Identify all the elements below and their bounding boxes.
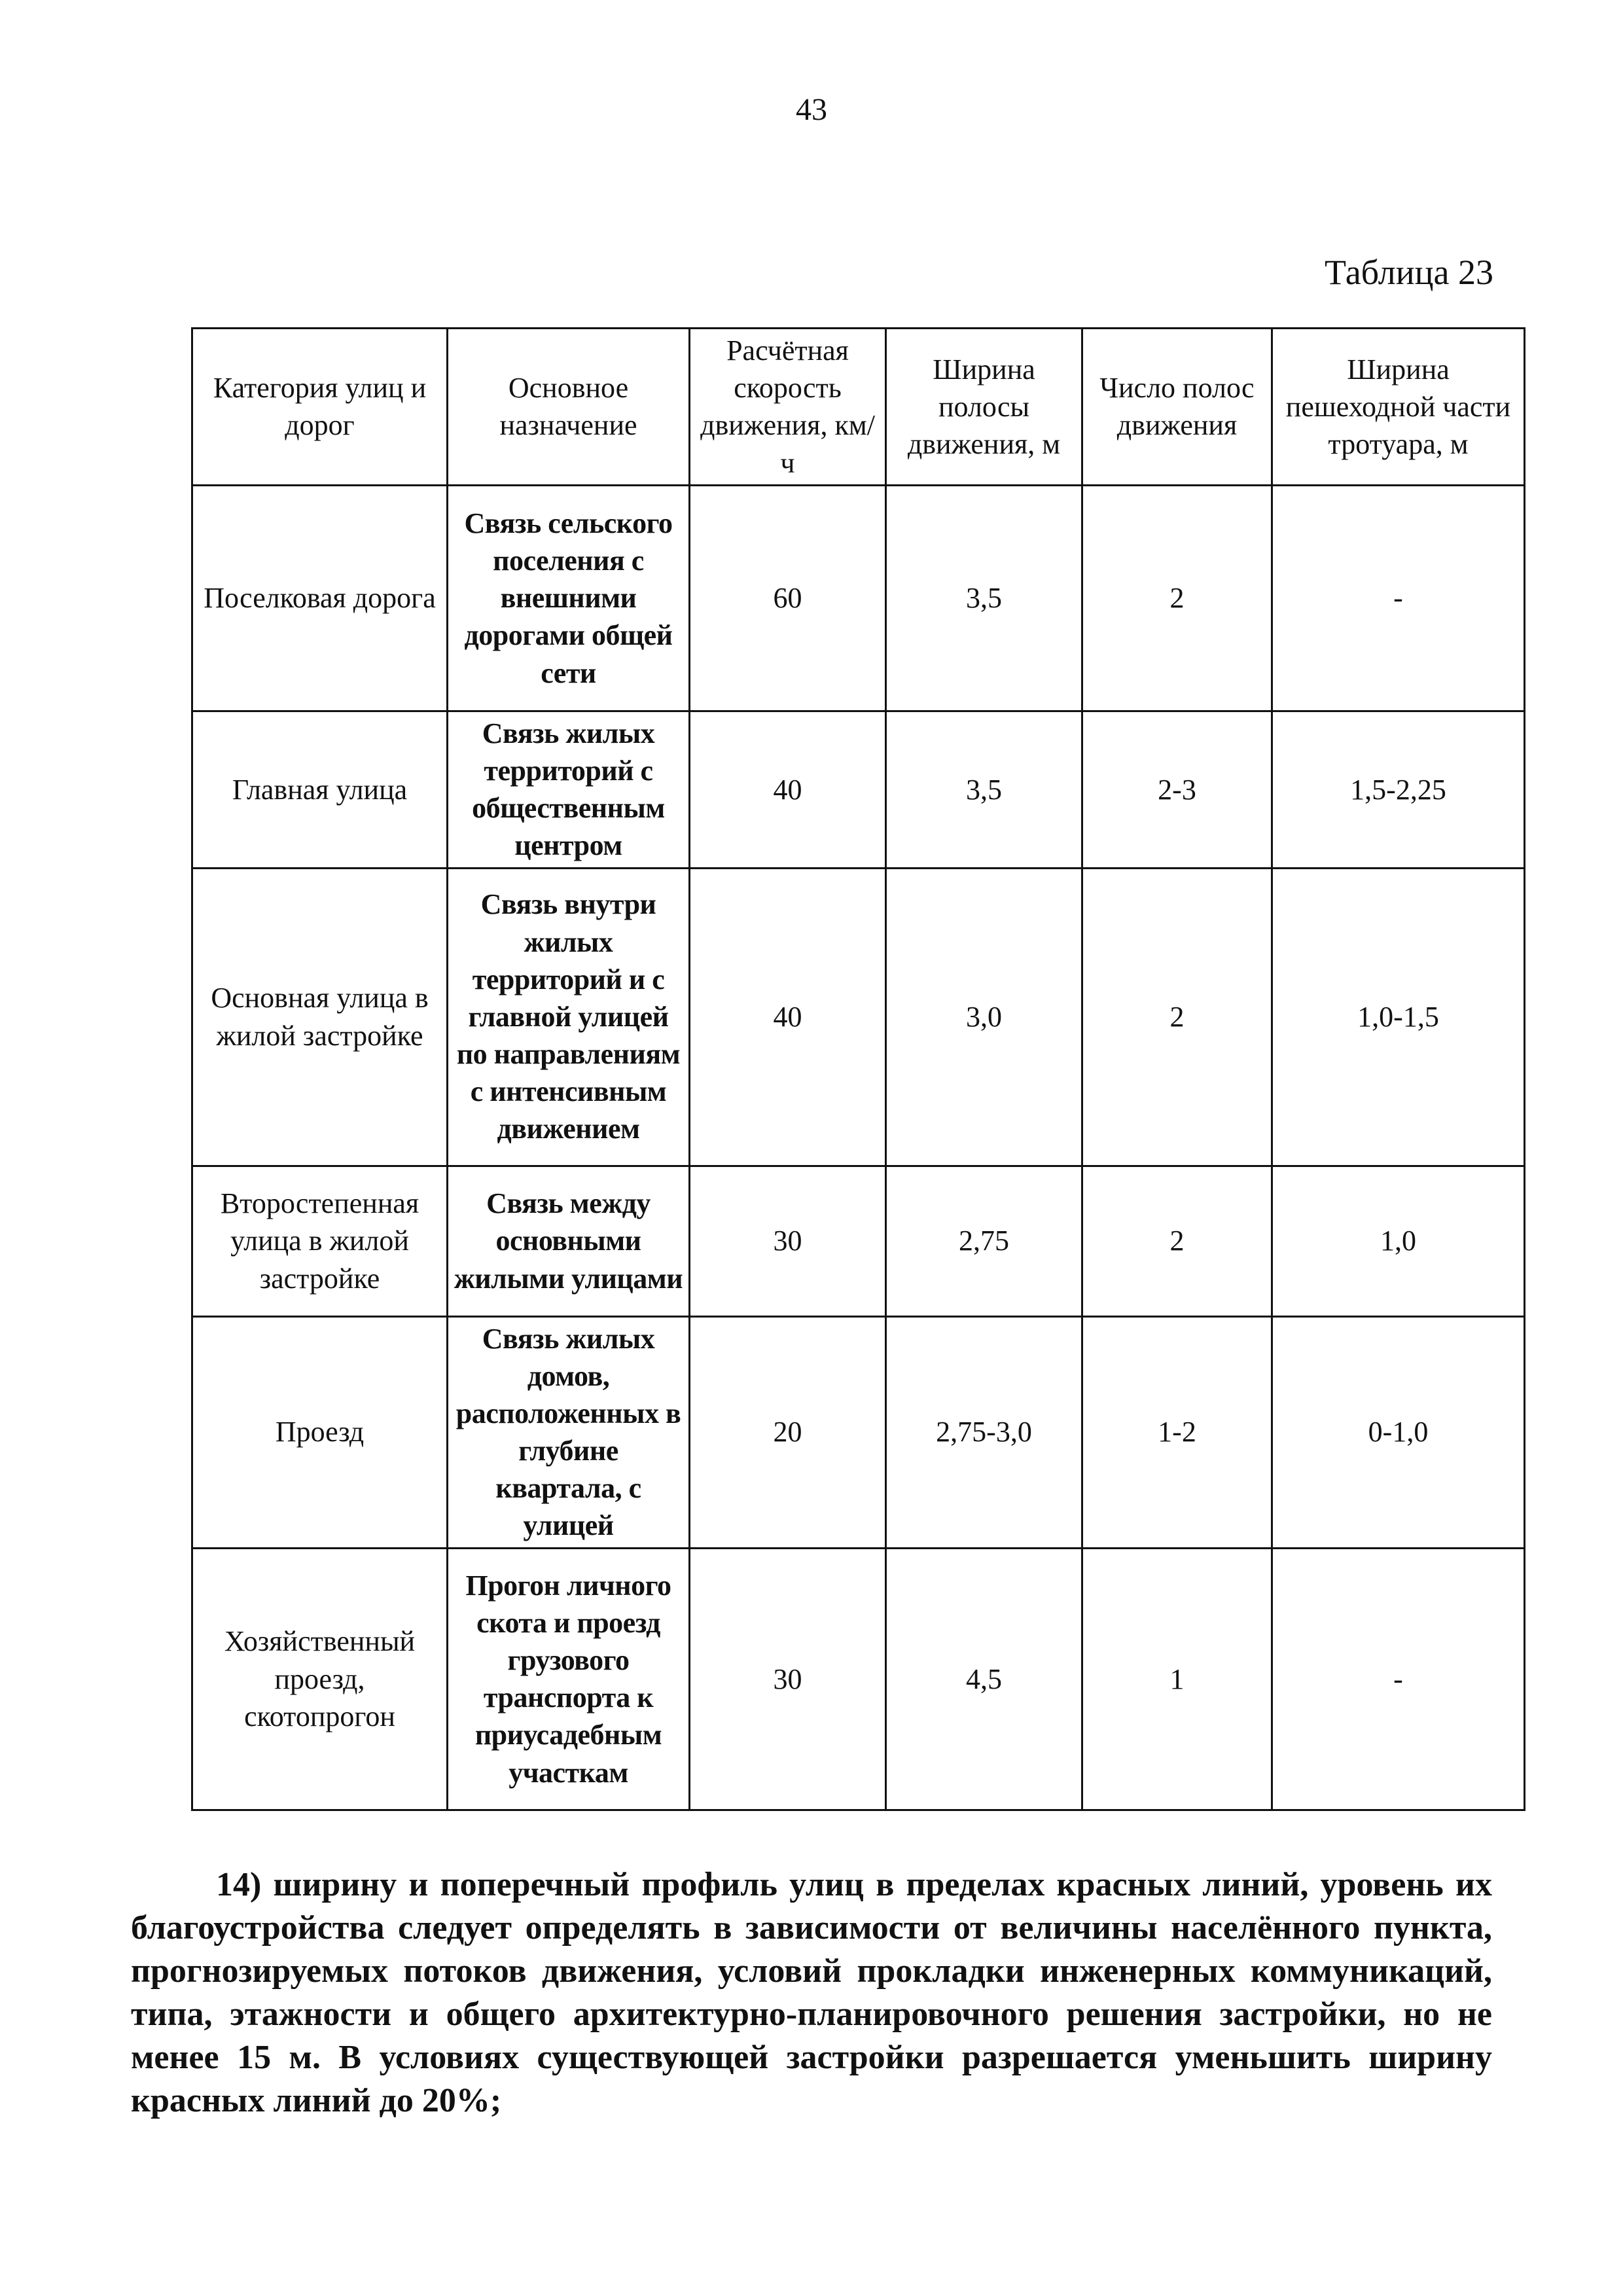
cell-sidewalk: 1,5-2,25: [1272, 711, 1525, 868]
street-categories-table: [191, 327, 1525, 1811]
cell-speed: 60: [690, 485, 886, 711]
cell-lane-width: 3,5: [886, 485, 1082, 711]
cell-purpose: Прогон личного скота и проезд грузового транспорта к приусадебным участкам: [448, 1548, 690, 1810]
cell-category: Поселковая дорога: [192, 485, 448, 711]
table-row: [192, 1316, 1525, 1548]
cell-lanes: 2: [1082, 868, 1272, 1166]
cell-sidewalk: 0-1,0: [1272, 1316, 1525, 1548]
cell-lanes: 2: [1082, 1166, 1272, 1316]
table-row: [192, 1548, 1525, 1810]
cell-purpose: Связь внутри жилых территорий и с главной улицей по направлениям с интенсивным движением: [448, 868, 690, 1166]
cell-category: Основная улица в жилой застройке: [192, 868, 448, 1166]
cell-lane-width: 3,0: [886, 868, 1082, 1166]
cell-sidewalk: -: [1272, 485, 1525, 711]
header-lane-width: Ширина полосы движения, м: [886, 329, 1082, 486]
table-caption: Таблица 23: [1325, 253, 1493, 292]
cell-speed: 20: [690, 1316, 886, 1548]
body-paragraph: 14) ширину и поперечный профиль улиц в пределах красных линий, уровень их благоустройства следует определять в зависимости от величины населённого пункта, прогнозируемых потоков движения, условий прокладки инженерных коммуникаций, типа, этажности и общего архитектурно-планировочного решения застройки, но не менее 15 м. В условиях существующей застройки разрешается уменьшить ширину красных линий до 20%;: [131, 1866, 1492, 2119]
cell-sidewalk: 1,0: [1272, 1166, 1525, 1316]
cell-speed: 40: [690, 711, 886, 868]
cell-speed: 40: [690, 868, 886, 1166]
cell-category: Главная улица: [192, 711, 448, 868]
header-category: Категория улиц и дорог: [192, 329, 448, 486]
table-row: [192, 485, 1525, 711]
cell-sidewalk: -: [1272, 1548, 1525, 1810]
header-sidewalk: Ширина пешеходной части тротуара, м: [1272, 329, 1525, 486]
header-lanes: Число полос движения: [1082, 329, 1272, 486]
table-row: [192, 868, 1525, 1166]
cell-lane-width: 4,5: [886, 1548, 1082, 1810]
cell-purpose: Связь сельского поселения с внешними дорогами общей сети: [448, 485, 690, 711]
cell-lane-width: 3,5: [886, 711, 1082, 868]
cell-category: Второстепенная улица в жилой застройке: [192, 1166, 448, 1316]
header-purpose: Основное назначение: [448, 329, 690, 486]
cell-speed: 30: [690, 1166, 886, 1316]
cell-lanes: 1: [1082, 1548, 1272, 1810]
cell-category: Проезд: [192, 1316, 448, 1548]
cell-category: Хозяйственный проезд, скотопрогон: [192, 1548, 448, 1810]
table-row: [192, 1166, 1525, 1316]
cell-purpose: Связь между основными жилыми улицами: [448, 1166, 690, 1316]
page-number: 43: [796, 92, 827, 127]
table-row: [192, 711, 1525, 868]
cell-lanes: 2-3: [1082, 711, 1272, 868]
cell-lane-width: 2,75: [886, 1166, 1082, 1316]
cell-lanes: 2: [1082, 485, 1272, 711]
cell-purpose: Связь жилых территорий с общественным центром: [448, 711, 690, 868]
cell-speed: 30: [690, 1548, 886, 1810]
table-header-row: [192, 329, 1525, 486]
cell-lane-width: 2,75-3,0: [886, 1316, 1082, 1548]
cell-purpose: Связь жилых домов, расположенных в глубине квартала, с улицей: [448, 1316, 690, 1548]
cell-sidewalk: 1,0-1,5: [1272, 868, 1525, 1166]
header-speed: Расчётная скорость движения, км/ч: [690, 329, 886, 486]
cell-lanes: 1-2: [1082, 1316, 1272, 1548]
